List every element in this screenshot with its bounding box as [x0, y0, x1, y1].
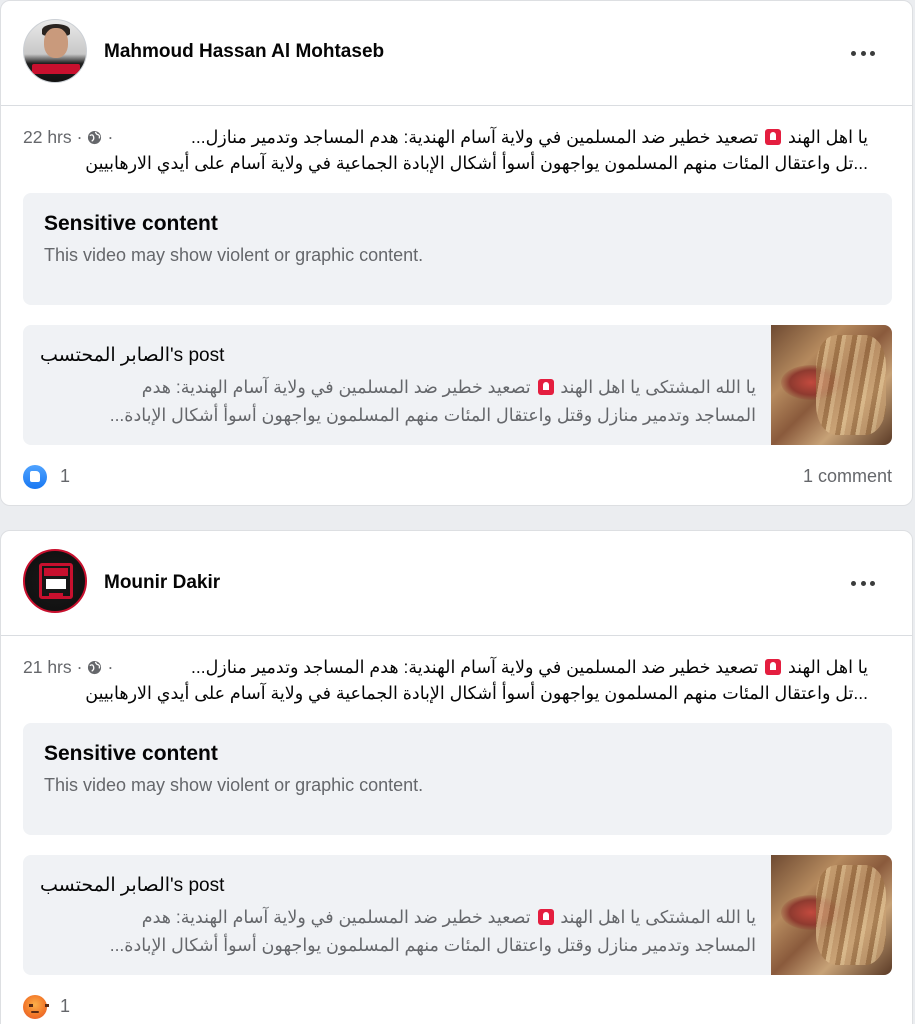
- caption-text: تصعيد خطير ضد المسلمين في ولاية آسام الهندية: هدم المساجد وتدمير منازل...: [190, 657, 759, 677]
- divider: [1, 635, 912, 636]
- caption-text: يا اهل الهند: [788, 127, 868, 147]
- avatar[interactable]: [23, 19, 87, 83]
- shared-post-text-line-1: [142, 907, 756, 928]
- post-caption-line-2: ...تل واعتقال المئات منهم المسلمون يواجهون أسوأ أشكال الإبادة الجماعية في ولاية آسام على أيدي الارهابيين: [85, 683, 868, 703]
- post-caption-line-1: [191, 655, 868, 679]
- caption-text: تصعيد خطير ضد المسلمين في ولاية آسام الهندية: هدم المساجد وتدمير منازل...: [190, 127, 759, 147]
- siren-icon: [765, 659, 781, 675]
- reaction-count[interactable]: 1: [60, 996, 71, 1016]
- sensitive-title: Sensitive content: [44, 742, 218, 765]
- sensitive-content-warning[interactable]: [23, 723, 892, 835]
- siren-icon: [765, 129, 781, 145]
- avatar-logo-bottom: [49, 593, 63, 597]
- avatar-logo-middle: [46, 579, 66, 589]
- caption-text: يا اهل الهند: [788, 657, 868, 677]
- shared-post-preview[interactable]: [23, 855, 892, 975]
- post-header: [1, 1, 912, 106]
- divider: [1, 105, 912, 106]
- siren-icon: [538, 379, 554, 395]
- post-caption-line-1: [191, 125, 868, 149]
- avatar[interactable]: [23, 549, 87, 613]
- more-options-icon[interactable]: [848, 41, 878, 65]
- post-time[interactable]: 21 hrs: [23, 657, 72, 677]
- meta-separator: ·: [107, 657, 114, 677]
- post-card: [0, 0, 913, 506]
- meta-separator: ·: [76, 127, 83, 147]
- post-header: [1, 531, 912, 636]
- globe-icon: [87, 660, 102, 675]
- sensitive-title: Sensitive content: [44, 212, 218, 235]
- shared-post-thumbnail[interactable]: [771, 325, 892, 445]
- avatar-badge: [32, 64, 80, 74]
- shared-text: تصعيد خطير ضد المسلمين في ولاية آسام الهندية: هدم: [141, 907, 531, 927]
- author-name[interactable]: Mounir Dakir: [104, 572, 221, 593]
- globe-icon: [87, 130, 102, 145]
- siren-icon: [538, 909, 554, 925]
- post-time[interactable]: 22 hrs: [23, 127, 72, 147]
- avatar-logo-top: [44, 568, 68, 576]
- meta-separator: ·: [107, 127, 114, 147]
- meta-separator: ·: [76, 657, 83, 677]
- comment-count[interactable]: 1 comment: [802, 466, 892, 486]
- avatar-face: [44, 28, 68, 58]
- like-icon[interactable]: [23, 465, 47, 489]
- post-meta: [23, 125, 113, 149]
- post-caption-line-2: ...تل واعتقال المئات منهم المسلمون يواجهون أسوأ أشكال الإبادة الجماعية في ولاية آسام على أيدي الارهابيين: [85, 153, 868, 173]
- shared-post-preview[interactable]: [23, 325, 892, 445]
- sensitive-description: This video may show violent or graphic content.: [44, 245, 424, 265]
- shared-text: يا الله المشتكى يا اهل الهند: [560, 377, 756, 397]
- reaction-count[interactable]: 1: [60, 466, 71, 486]
- post-meta: [23, 655, 113, 679]
- post-card: [0, 530, 913, 1024]
- shared-post-text-line-2: المساجد وتدمير منازل وقتل واعتقال المئات منهم المسلمون يواجهون أسوأ أشكال الإبادة...: [109, 935, 756, 955]
- shared-post-title: الصابر المحتسب's post: [40, 345, 225, 366]
- author-name[interactable]: Mahmoud Hassan Al Mohtaseb: [104, 41, 385, 62]
- shared-text: يا الله المشتكى يا اهل الهند: [560, 907, 756, 927]
- shared-post-text-line-1: [142, 377, 756, 398]
- more-options-icon[interactable]: [848, 571, 878, 595]
- shared-post-title: الصابر المحتسب's post: [40, 875, 225, 896]
- sensitive-description: This video may show violent or graphic content.: [44, 775, 424, 795]
- sensitive-content-warning[interactable]: [23, 193, 892, 305]
- post-footer: [23, 463, 892, 491]
- shared-post-text-line-2: المساجد وتدمير منازل وقتل واعتقال المئات منهم المسلمون يواجهون أسوأ أشكال الإبادة...: [109, 405, 756, 425]
- shared-post-thumbnail[interactable]: [771, 855, 892, 975]
- post-footer: [23, 993, 892, 1021]
- shared-text: تصعيد خطير ضد المسلمين في ولاية آسام الهندية: هدم: [141, 377, 531, 397]
- angry-icon[interactable]: [23, 995, 47, 1019]
